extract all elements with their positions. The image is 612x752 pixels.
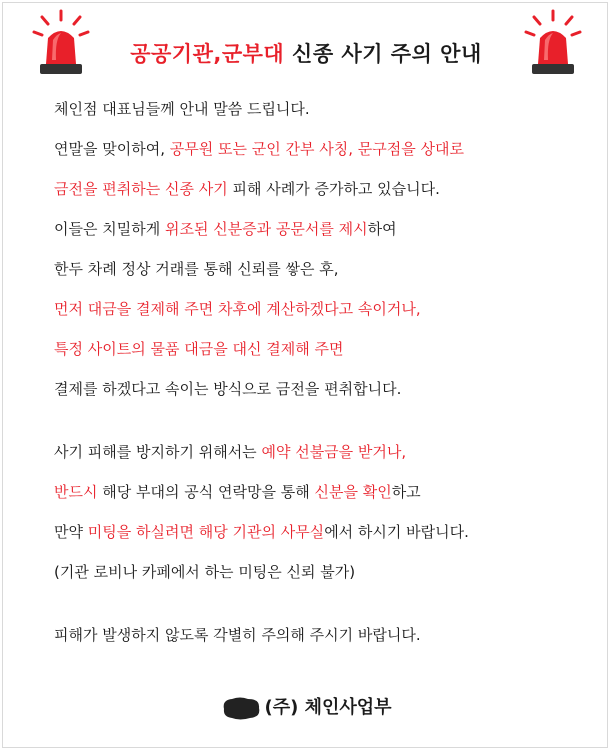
- body-text: 이들은 치밀하게: [54, 220, 165, 238]
- body-text: 피해 사례가 증가하고 있습니다.: [227, 180, 440, 198]
- page-title: [0, 38, 612, 68]
- notice-line: [54, 561, 594, 601]
- notice-line: [54, 624, 594, 664]
- company-name: (주) 체인사업부: [264, 697, 392, 718]
- notice-line: [54, 481, 594, 521]
- body-text: 사기 피해를 방지하기 위해서는: [54, 443, 262, 461]
- highlight-text: 금전을 편취하는 신종 사기: [54, 180, 228, 198]
- body-text: 만약: [54, 523, 88, 541]
- body-text: 해당 부대의 공식 연락망을 통해: [97, 483, 315, 501]
- title-rest: 신종 사기 주의 안내: [284, 42, 482, 66]
- highlight-text: 먼저 대금을 결제해 주면 차후에 계산하겠다고 속이거나,: [54, 300, 421, 318]
- highlight-text: 미팅을 하실려면 해당 기관의 사무실: [87, 523, 325, 541]
- notice-line: [54, 178, 594, 218]
- highlight-text: 특정 사이트의 물품 대금을 대신 결제해 주면: [54, 340, 344, 358]
- notice-line: [54, 441, 594, 481]
- highlight-text: 위조된 신분증과 공문서를 제시: [164, 220, 368, 238]
- redacted-mark: [220, 695, 262, 721]
- paragraph-warning: [54, 98, 594, 418]
- paragraph-closing: [54, 624, 594, 664]
- body-text: 한두 차례 정상 거래를 통해 신뢰를 쌓은 후,: [54, 260, 339, 278]
- notice-line: [54, 218, 594, 258]
- notice-line: [54, 298, 594, 338]
- highlight-text: 공무원 또는 군인 간부 사칭, 문구점을 상대로: [169, 140, 464, 158]
- paragraph-prevention: [54, 441, 594, 601]
- body-text: 에서 하시기 바랍니다.: [324, 523, 469, 541]
- notice-line: [54, 338, 594, 378]
- body-text: 체인점 대표님들께 안내 말씀 드립니다.: [54, 100, 310, 118]
- highlight-text: 예약 선불금을 받거나,: [261, 443, 407, 461]
- notice-line: [54, 258, 594, 298]
- notice-line: [54, 521, 594, 561]
- notice-body: [54, 98, 594, 664]
- notice-line: [54, 98, 594, 138]
- notice-line: [54, 378, 594, 418]
- title-highlight: 공공기관,군부대: [130, 42, 285, 66]
- body-text: 연말을 맞이하여,: [54, 140, 170, 158]
- highlight-text: 신분을 확인: [314, 483, 392, 501]
- body-text: 하여: [367, 220, 397, 238]
- signature: [0, 693, 612, 721]
- highlight-text: 반드시: [54, 483, 98, 501]
- body-text: (기관 로비나 카페에서 하는 미팅은 신뢰 불가): [54, 563, 356, 581]
- body-text: 하고: [391, 483, 421, 501]
- notice-line: [54, 138, 594, 178]
- paragraph-gap: [54, 418, 594, 441]
- body-text: 결제를 하겠다고 속이는 방식으로 금전을 편취합니다.: [54, 380, 402, 398]
- notice-header: [0, 8, 612, 80]
- body-text: 피해가 발생하지 않도록 각별히 주의해 주시기 바랍니다.: [54, 626, 421, 644]
- paragraph-gap: [54, 601, 594, 624]
